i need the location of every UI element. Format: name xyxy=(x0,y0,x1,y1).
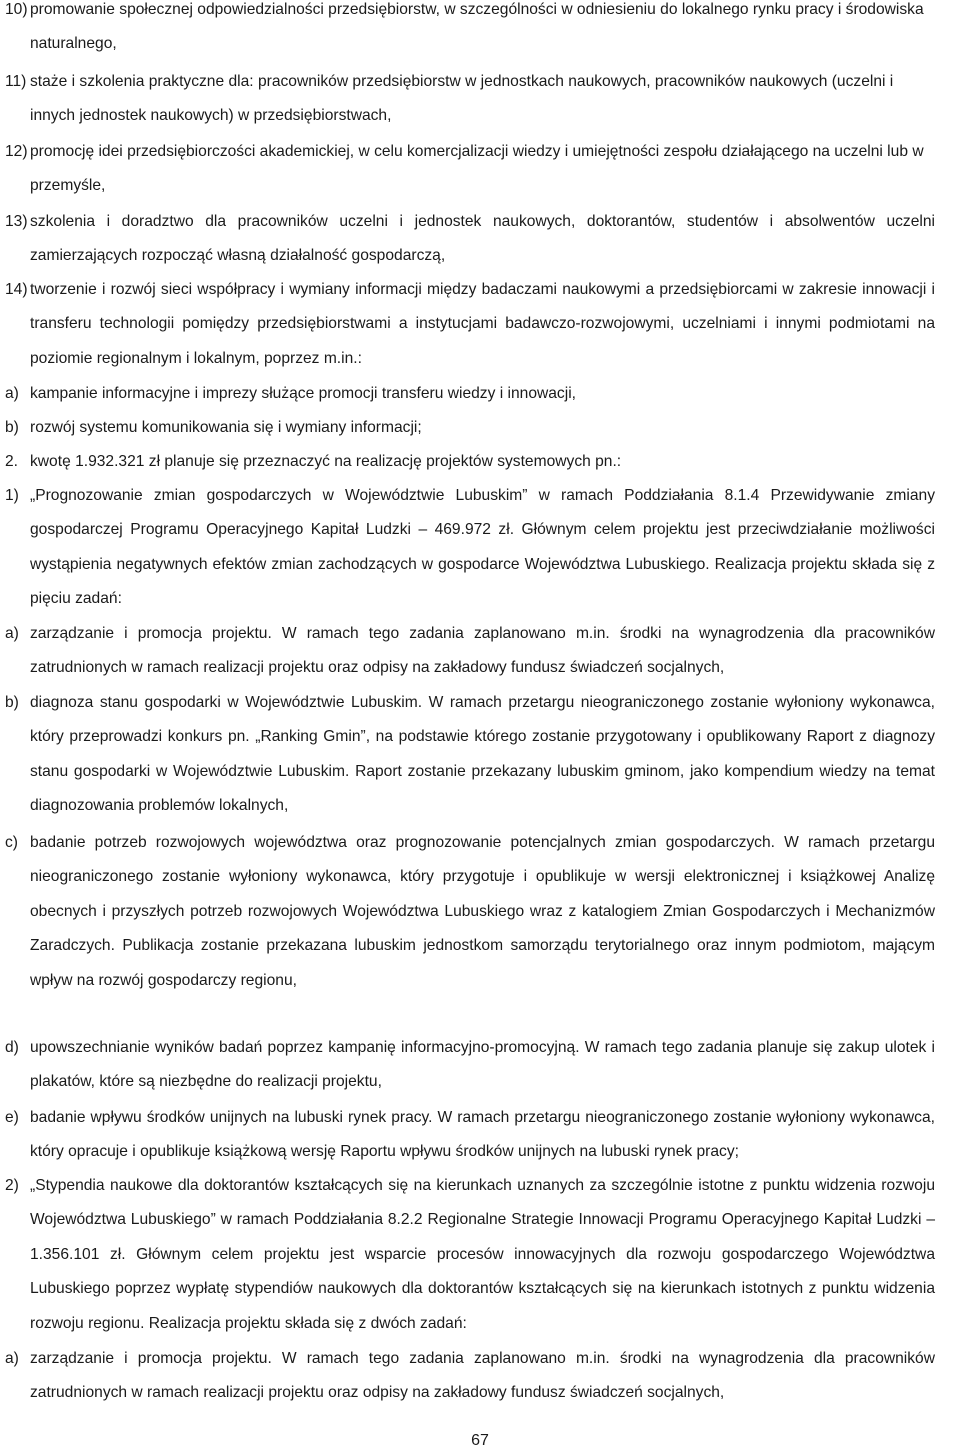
paragraph-label: 2) xyxy=(5,1177,19,1194)
paragraph xyxy=(5,377,935,411)
paragraph-text: kwotę 1.932.321 zł planuje się przeznaczyć na realizację projektów systemowych pn.: xyxy=(30,453,622,470)
paragraph-text: zarządzanie i promocja projektu. W ramach tego zadania zaplanowano m.in. środki na wynagrodzenia dla pracowników zatrudnionych w ramach realizacji projektu oraz odpisy na zakładowy fundusz świadczeń socjalnych, xyxy=(30,1350,935,1402)
paragraph-label: d) xyxy=(5,1039,19,1056)
paragraph xyxy=(5,65,935,134)
paragraph-label: c) xyxy=(5,834,18,851)
paragraph-label: 10) xyxy=(5,1,28,18)
paragraph xyxy=(5,1031,935,1100)
paragraph-text: badanie potrzeb rozwojowych województwa oraz prognozowanie potencjalnych zmian gospodarczych. W ramach przetargu nieograniczonego zostanie wyłoniony wykonawca, który przygotuje i opublikuje w wersji elektronicznej i książkowej Analizę obecnych i przyszłych potrzeb rozwojowych Województwa Lubuskiego wraz z katalogiem Zmian Gospodarczych i Mechanizmów Zaradczych. Publikacja zostanie przekazana lubuskim jednostkom samorządu terytorialnego oraz innym podmiotom, mającym wpływ na rozwój gospodarczy regionu, xyxy=(30,834,935,989)
paragraph xyxy=(5,205,935,274)
page-number: 67 xyxy=(471,1432,489,1449)
paragraph xyxy=(5,686,935,824)
paragraph-text: szkolenia i doradztwo dla pracowników uczelni i jednostek naukowych, doktorantów, studentów i absolwentów uczelni zamierzających rozpocząć własną działalność gospodarczą, xyxy=(30,213,935,265)
paragraph-text: promowanie społecznej odpowiedzialności przedsiębiorstw, w szczególności w odniesieniu do lokalnego rynku pracy i środowiska naturalnego, xyxy=(30,1,924,53)
paragraph xyxy=(5,1342,935,1411)
paragraph-text: rozwój systemu komunikowania się i wymiany informacji; xyxy=(30,419,422,436)
paragraph-label: 1) xyxy=(5,487,19,504)
paragraph xyxy=(5,1101,935,1170)
paragraph-text: promocję idei przedsiębiorczości akademickiej, w celu komercjalizacji wiedzy i umiejętności zespołu działającego na uczelni lub w przemyśle, xyxy=(30,143,924,195)
paragraph-text: tworzenie i rozwój sieci współpracy i wymiany informacji między badaczami naukowymi a przedsiębiorcami w zakresie innowacji i transferu technologii pomiędzy przedsiębiorstwami a instytucjami badawczo-rozwojowymi, uczelniami i innymi podmiotami na poziomie regionalnym i lokalnym, poprzez m.in.: xyxy=(30,281,935,367)
paragraph-label: 12) xyxy=(5,143,28,160)
paragraph-label: b) xyxy=(5,419,19,436)
paragraph xyxy=(5,0,930,62)
paragraph xyxy=(5,479,935,617)
paragraph-text: staże i szkolenia praktyczne dla: pracowników przedsiębiorstw w jednostkach naukowych, pracowników naukowych (uczelni i innych jednostek naukowych) w przedsiębiorstwach, xyxy=(30,73,894,125)
paragraph xyxy=(5,411,935,445)
paragraph-label: 13) xyxy=(5,213,28,230)
paragraph-label: 11) xyxy=(5,73,27,90)
paragraph xyxy=(5,135,935,204)
paragraph-label: 14) xyxy=(5,281,28,298)
paragraph-label: a) xyxy=(5,385,19,402)
paragraph xyxy=(5,273,935,376)
paragraph-text: diagnoza stanu gospodarki w Województwie Lubuskim. W ramach przetargu nieograniczonego zostanie wyłoniony wykonawca, który przeprowadzi konkurs pn. „Ranking Gmin”, na podstawie którego zostanie przygotowany i opublikowany Raport z diagnozy stanu gospodarki w Województwie Lubuskim. Raport zostanie przekazany lubuskim gminom, jako kompendium wiedzy na temat diagnozowania problemów lokalnych, xyxy=(30,694,935,815)
paragraph-label: e) xyxy=(5,1109,19,1126)
paragraph-label: 2. xyxy=(5,453,19,470)
paragraph xyxy=(5,1169,935,1341)
paragraph-text: zarządzanie i promocja projektu. W ramach tego zadania zaplanowano m.in. środki na wynagrodzenia dla pracowników zatrudnionych w ramach realizacji projektu oraz odpisy na zakładowy fundusz świadczeń socjalnych, xyxy=(30,625,935,677)
paragraph xyxy=(5,617,935,686)
paragraph-label: a) xyxy=(5,1350,19,1367)
paragraph xyxy=(5,445,935,479)
paragraph-text: badanie wpływu środków unijnych na lubuski rynek pracy. W ramach przetargu nieograniczonego zostanie wyłoniony wykonawca, który opracuje i opublikuje książkową wersję Raportu wpływu środków unijnych na lubuski rynek pracy; xyxy=(30,1109,935,1161)
paragraph-text: „Prognozowanie zmian gospodarczych w Województwie Lubuskim” w ramach Poddziałania 8.1.4 Przewidywanie zmiany gospodarczej Programu Operacyjnego Kapitał Ludzki – 469.972 zł. Głównym celem projektu jest przeciwdziałanie możliwości wystąpienia negatywnych efektów zmian zachodzących w gospodarce Województwa Lubuskiego. Realizacja projektu składa się z pięciu zadań: xyxy=(30,487,935,608)
paragraph xyxy=(5,826,935,998)
paragraph-text: upowszechnianie wyników badań poprzez kampanię informacyjno-promocyjną. W ramach tego zadania planuje się zakup ulotek i plakatów, które są niezbędne do realizacji projektu, xyxy=(30,1039,935,1091)
paragraph-label: b) xyxy=(5,694,19,711)
paragraph-label: a) xyxy=(5,625,19,642)
paragraph-text: „Stypendia naukowe dla doktorantów kształcących się na kierunkach uznanych za szczególnie istotne z punktu widzenia rozwoju Województwa Lubuskiego” w ramach Poddziałania 8.2.2 Regionalne Strategie Innowacji Programu Operacyjnego Kapitał Ludzki – 1.356.101 zł. Głównym celem projektu jest wsparcie procesów innowacyjnych dla rozwoju gospodarczego Województwa Lubuskiego poprzez wypłatę stypendiów naukowych dla doktorantów kształcących się na kierunkach istotnych z punktu widzenia rozwoju regionu. Realizacja projektu składa się z dwóch zadań: xyxy=(30,1177,935,1332)
paragraph-text: kampanie informacyjne i imprezy służące promocji transferu wiedzy i innowacji, xyxy=(30,385,576,402)
